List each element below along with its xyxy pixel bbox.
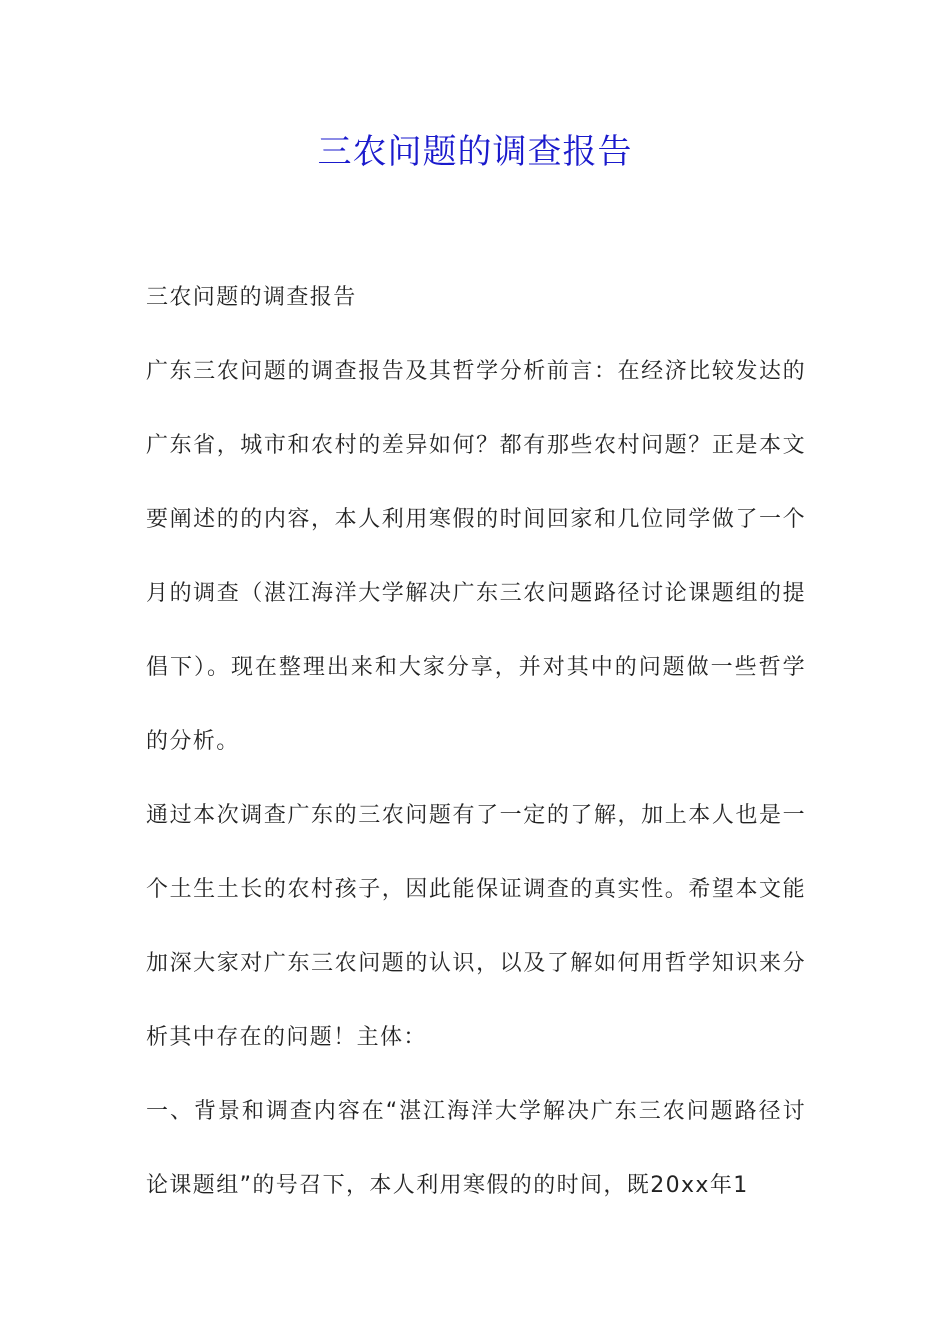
paragraph-survey-intro: 通过本次调查广东的三农问题有了一定的了解，加上本人也是一个土生土长的农村孩子，因此能保证调查的真实性。希望本文能加深大家对广东三农问题的认识，以及了解如何用哲学知识来分析其中存在的问题！主体： [146, 803, 806, 1050]
document-title: 三农问题的调查报告 [317, 132, 633, 172]
paragraph-preface: 广东三农问题的调查报告及其哲学分析前言：在经济比较发达的广东省，城市和农村的差异如何？都有那些农村问题？正是本文要阐述的的内容，本人利用寒假的时间回家和几位同学做了一个月的调查（湛江海洋大学解决广东三农问题路径讨论课题组的提倡下）。现在整理出来和大家分享，并对其中的问题做一些哲学的分析。 [146, 359, 806, 754]
document-body [146, 261, 806, 1223]
paragraph-background: 一、背景和调查内容在“湛江海洋大学解决广东三农问题路径讨论课题组”的号召下，本人利用寒假的的时间，既20xx年1 [146, 1099, 806, 1198]
paragraph-subtitle: 三农问题的调查报告 [146, 285, 357, 310]
